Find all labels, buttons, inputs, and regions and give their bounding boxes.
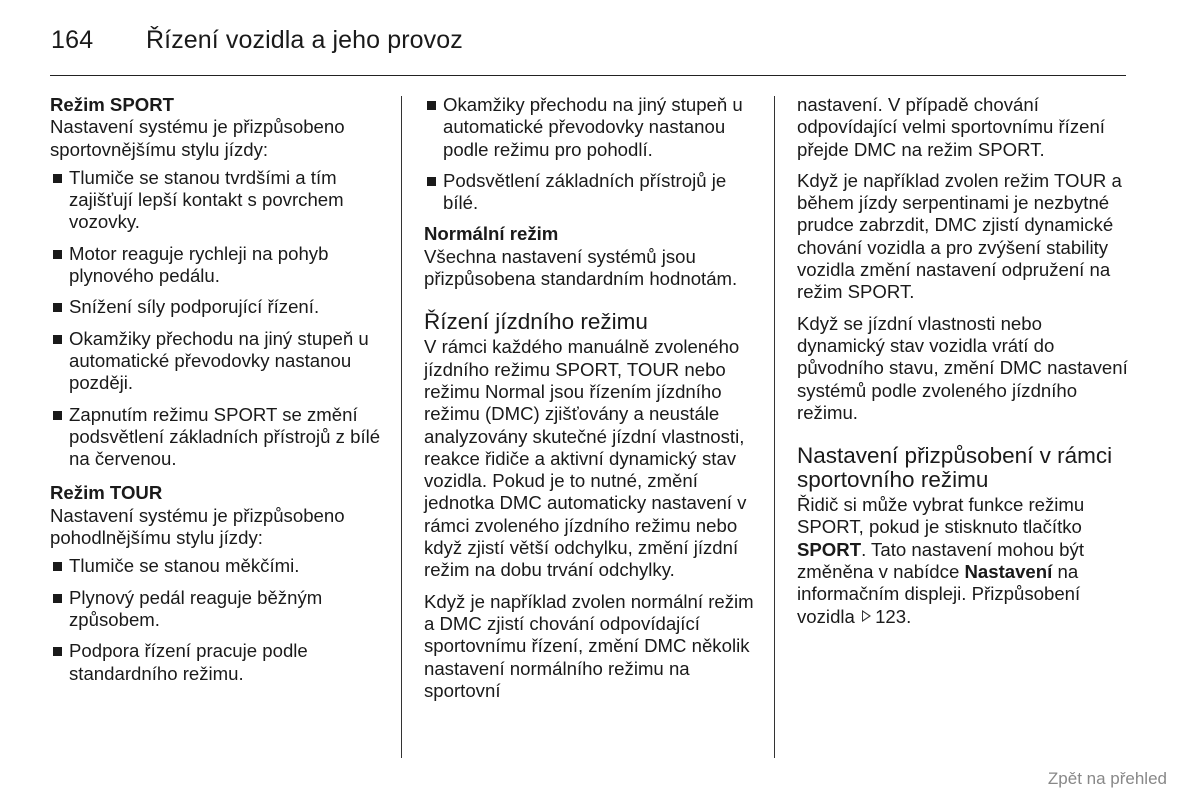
- sport-mode-list: [50, 167, 385, 471]
- tour-mode-list-continued: [424, 94, 759, 214]
- header-divider: [50, 75, 1126, 76]
- sport-settings-text-a: Řidič si může vybrat funkce režimu SPORT, pokud je stisknuto tlačítko: [797, 494, 1085, 538]
- page-title: Řízení vozidla a jeho provoz: [146, 26, 463, 54]
- sport-mode-section: [50, 94, 385, 470]
- page-reference-arrow-icon: [862, 610, 871, 622]
- list-item: Snížení síly podporující řízení.: [50, 296, 385, 318]
- column-left: [50, 94, 385, 697]
- sport-settings-text: [797, 494, 1132, 628]
- list-item: Tlumiče se stanou měkčími.: [50, 555, 385, 577]
- list-item: Zapnutím režimu SPORT se změní podsvětlení základních přístrojů z bílé na červenou.: [50, 404, 385, 471]
- normal-mode-text: Všechna nastavení systémů jsou přizpůsobena standardním hodnotám.: [424, 245, 738, 290]
- tour-mode-list: [50, 555, 385, 684]
- dmc-paragraph-1: V rámci každého manuálně zvoleného jízdního režimu SPORT, TOUR nebo režimu Normal jsou řízením jízdního režimu (DMC) zjišťovány a neustále analyzovány skutečné jízdní vlastnosti, reakce řidiče a aktivní dynamický stav vozidla. Pokud je to nutné, změní jednotka DMC automaticky nastavení v rámci zvoleného jízdního režimu nebo když zjistí větší odchylku, změní jízdní režim na dobu trvání odchylky.: [424, 336, 747, 581]
- list-item: Okamžiky přechodu na jiný stupeň u automatické převodovky nastanou podle režimu pro pohodlí.: [424, 94, 759, 161]
- list-item: Podsvětlení základních přístrojů je bílé.: [424, 170, 759, 215]
- page-reference-link[interactable]: 123.: [875, 605, 912, 627]
- list-item: Motor reaguje rychleji na pohyb plynového pedálu.: [50, 243, 385, 288]
- normal-mode-heading: Normální režim: [424, 223, 559, 245]
- settings-menu-name: Nastavení: [964, 561, 1053, 583]
- back-to-overview-link[interactable]: Zpět na přehled: [1047, 769, 1167, 788]
- list-item: Tlumiče se stanou tvrdšími a tím zajišťují lepší kontakt s povrchem vozovky.: [50, 167, 385, 234]
- sport-settings-heading: Nastavení přizpůsobení v rámci sportovního režimu: [797, 443, 1113, 493]
- tour-mode-heading: Režim TOUR: [50, 482, 163, 504]
- sport-settings-text-b: . Tato nastavení mohou být změněna v nabídce: [797, 538, 1084, 583]
- sport-settings-text-c: na informačním displeji. Přizpůsobení vozidla: [797, 561, 1081, 627]
- list-item: Podpora řízení pracuje podle standardního režimu.: [50, 640, 385, 685]
- normal-mode-section: [424, 223, 759, 290]
- sport-button-name: SPORT: [797, 538, 862, 560]
- column-divider-right: [774, 96, 775, 758]
- list-item: Plynový pedál reaguje běžným způsobem.: [50, 587, 385, 632]
- column-right: [797, 94, 1132, 637]
- dmc-paragraph-3: nastavení. V případě chování odpovídající velmi sportovnímu řízení přejde DMC na režim SPORT.: [797, 94, 1105, 160]
- page-number: 164: [51, 26, 94, 54]
- sport-mode-intro: Nastavení systému je přizpůsobeno sportovnějšímu stylu jízdy:: [50, 116, 345, 160]
- list-item: Okamžiky přechodu na jiný stupeň u automatické převodovky nastanou později.: [50, 328, 385, 395]
- tour-mode-section: [50, 482, 385, 684]
- dmc-section-heading: Řízení jízdního režimu: [424, 309, 648, 335]
- column-middle: [424, 94, 759, 711]
- page-header: [50, 24, 1126, 76]
- dmc-paragraph-5: Když se jízdní vlastnosti nebo dynamický stav vozidla vrátí do původního stavu, změní DMC nastavení systémů podle zvoleného jízdního režimu.: [797, 312, 1128, 423]
- dmc-paragraph-4: Když je například zvolen režim TOUR a během jízdy serpentinami je nezbytné prudce zabrzdit, DMC zjistí dynamické chování vozidla a pro zvýšení stability vozidla změní nastavení odpružení na režim SPORT.: [797, 169, 1122, 303]
- sport-mode-heading: Režim SPORT: [50, 94, 174, 115]
- column-divider-left: [401, 96, 402, 758]
- tour-mode-intro: Nastavení systému je přizpůsobeno pohodlnějšímu stylu jízdy:: [50, 504, 345, 549]
- dmc-paragraph-2: Když je například zvolen normální režim a DMC zjistí chování odpovídající sportovnímu řízení, změní DMC několik nastavení normálního režimu na sportovní: [424, 590, 754, 701]
